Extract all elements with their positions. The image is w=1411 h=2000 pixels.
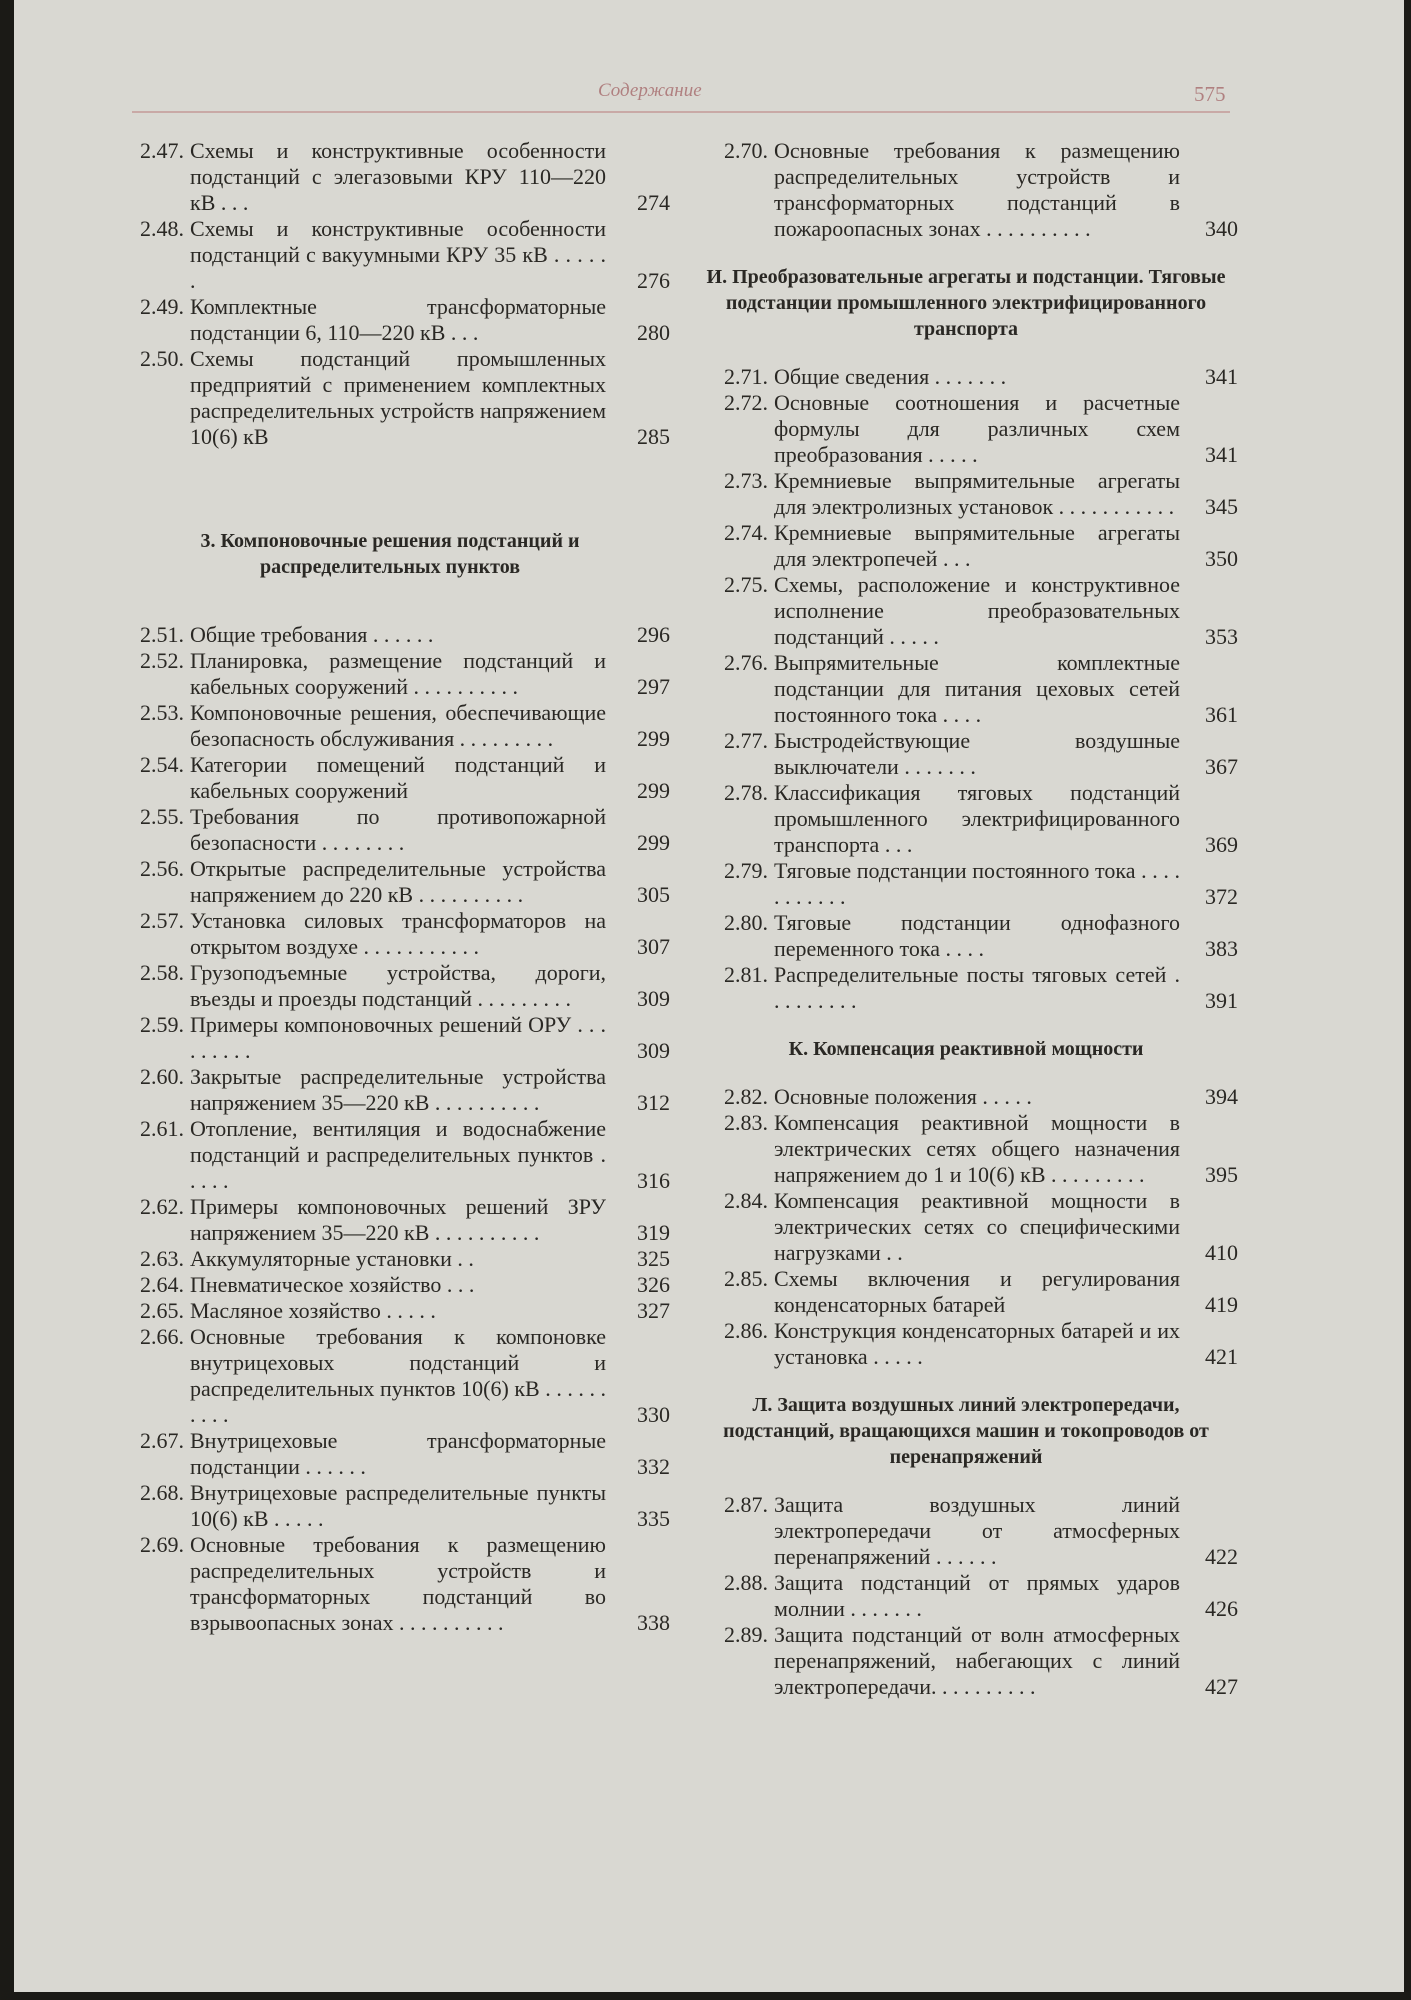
toc-entry-page: 394 [1205,1084,1238,1109]
toc-entry-num: 2.89. [724,1622,768,1647]
toc-entry-text: Пневматическое хозяйство . . . [190,1272,475,1297]
toc-entry-num: 2.77. [724,728,768,753]
toc-group [694,1084,1238,1370]
toc-entry-text: Кремниевые выпрямительные агрегаты для электропечей . . . [774,520,1180,571]
toc-entry-page: 369 [1205,832,1238,857]
toc-entry-num: 2.71. [724,364,768,389]
toc-entry [110,1246,670,1272]
toc-entry-num: 2.67. [140,1428,184,1453]
toc-entry [694,468,1238,520]
toc-entry [694,1492,1238,1570]
toc-entry-page: 309 [637,1038,670,1063]
toc-entry-num: 2.83. [724,1110,768,1135]
toc-entry-text: Компенсация реактивной мощности в электрических сетях общего назначения напряжением до 1 и 10(6) кВ . . . . . . . . . [774,1110,1180,1187]
toc-entry-text: Комплектные трансформаторные подстанции 6, 110—220 кВ . . . [190,294,606,345]
toc-entry-num: 2.70. [724,138,768,163]
toc-entry-page: 419 [1205,1292,1238,1317]
toc-group [110,622,670,1636]
toc-entry-page: 391 [1205,988,1238,1013]
toc-entry-text: Основные требования к размещению распределительных устройств и трансформаторных подстанций в пожароопасных зонах . . . . . . . . . . [774,138,1180,241]
toc-entry-text: Быстродействующие воздушные выключатели . . . . . . . [774,728,1180,779]
toc-entry-page: 325 [637,1246,670,1271]
toc-entry-num: 2.55. [140,804,184,829]
toc-entry [110,1532,670,1636]
toc-entry-num: 2.80. [724,910,768,935]
toc-entry-page: 299 [637,778,670,803]
toc-entry-text: Схемы, расположение и конструктивное исполнение преобразовательных подстанций . . . . . [774,572,1180,649]
toc-entry [694,1622,1238,1700]
toc-entry-text: Тяговые подстанции однофазного переменного тока . . . . [774,910,1180,961]
toc-entry-num: 2.52. [140,648,184,673]
toc-entry-page: 274 [637,190,670,215]
toc-entry-text: Защита воздушных линий электропередачи от атмосферных перенапряжений . . . . . . [774,1492,1180,1569]
toc-entry-num: 2.48. [140,216,184,241]
toc-entry [694,1570,1238,1622]
toc-entry-num: 2.49. [140,294,184,319]
toc-entry [110,856,670,908]
toc-entry-text: Компенсация реактивной мощности в электрических сетях со специфическими нагрузками . . [774,1188,1180,1265]
toc-entry-text: Конструкция конденсаторных батарей и их установка . . . . . [774,1318,1180,1369]
toc-entry-num: 2.79. [724,858,768,883]
toc-group [694,364,1238,1014]
toc-entry [110,960,670,1012]
toc-entry-page: 307 [637,934,670,959]
section-heading: К. Компенсация реактивной мощности [788,1038,1144,1060]
toc-entry-page: 361 [1205,702,1238,727]
toc-entry-text: Тяговые подстанции постоянного тока . . . . . . . . . . . [774,858,1180,909]
toc-entry-num: 2.72. [724,390,768,415]
toc-entry [110,648,670,700]
toc-entry-num: 2.84. [724,1188,768,1213]
toc-entry-page: 276 [637,268,670,293]
toc-entry [694,520,1238,572]
toc-entry [110,908,670,960]
toc-entry [694,1110,1238,1188]
toc-entry [110,1194,670,1246]
toc-entry-text: Кремниевые выпрямительные агрегаты для электролизных установок . . . . . . . . . . . [774,468,1180,519]
toc-entry-num: 2.50. [140,346,184,371]
section-heading: И. Преобразовательные агрегаты и подстанции. Тяговые подстанции промышленного электрифицированного транспорта [706,266,1226,340]
toc-entry-text: Аккумуляторные установки . . [190,1246,474,1271]
toc-entry-text: Схемы и конструктивные особенности подстанций с элегазовыми КРУ 110—220 кВ . . . [190,138,606,215]
toc-entry-page: 410 [1205,1240,1238,1265]
toc-entry-page: 395 [1205,1162,1238,1187]
toc-entry [694,858,1238,910]
toc-entry-num: 2.58. [140,960,184,985]
toc-entry-num: 2.66. [140,1324,184,1349]
toc-entry-page: 330 [637,1402,670,1427]
toc-entry-page: 372 [1205,884,1238,909]
toc-entry-num: 2.73. [724,468,768,493]
toc-entry-text: Масляное хозяйство . . . . . [190,1298,436,1323]
toc-entry-num: 2.53. [140,700,184,725]
toc-entry-num: 2.64. [140,1272,184,1297]
toc-entry-num: 2.81. [724,962,768,987]
toc-entry-page: 316 [637,1168,670,1193]
toc-entry-num: 2.87. [724,1492,768,1517]
toc-entry-num: 2.68. [140,1480,184,1505]
toc-entry [694,364,1238,390]
toc-entry [110,1064,670,1116]
toc-entry-num: 2.57. [140,908,184,933]
toc-entry-num: 2.59. [140,1012,184,1037]
toc-entry [694,1188,1238,1266]
section-heading: Л. Защита воздушных линий электропередачи, подстанций, вращающихся машин и токопроводов от перенапряжений [723,1394,1209,1468]
toc-entry-num: 2.88. [724,1570,768,1595]
toc-entry-num: 2.62. [140,1194,184,1219]
toc-entry [110,1480,670,1532]
toc-entry-num: 2.82. [724,1084,768,1109]
toc-entry [110,622,670,648]
toc-entry-text: Отопление, вентиляция и водоснабжение подстанций и распределительных пунктов . . . . . [190,1116,606,1193]
toc-entry-text: Закрытые распределительные устройства напряжением 35—220 кВ . . . . . . . . . . [190,1064,606,1115]
toc-entry [694,572,1238,650]
toc-entry [110,1012,670,1064]
toc-entry-page: 427 [1205,1674,1238,1699]
toc-entry-num: 2.85. [724,1266,768,1291]
toc-entry-text: Примеры компоновочных решений ОРУ . . . . . . . . . [190,1012,606,1063]
toc-entry-text: Основные положения . . . . . [774,1084,1032,1109]
toc-entry-page: 367 [1205,754,1238,779]
toc-entry [694,1266,1238,1318]
toc-entry-num: 2.78. [724,780,768,805]
toc-entry-page: 309 [637,986,670,1011]
toc-column-right [694,138,1238,1700]
toc-group [694,1492,1238,1700]
toc-entry-page: 332 [637,1454,670,1479]
toc-entry-text: Примеры компоновочных решений ЗРУ напряжением 35—220 кВ . . . . . . . . . . [190,1194,606,1245]
toc-entry-page: 341 [1205,442,1238,467]
toc-entry [110,346,670,450]
toc-entry [110,1298,670,1324]
toc-entry-num: 2.86. [724,1318,768,1343]
toc-entry-text: Грузоподъемные устройства, дороги, въезды и проезды подстанций . . . . . . . . . [190,960,606,1011]
toc-entry-num: 2.76. [724,650,768,675]
toc-entry-page: 338 [637,1610,670,1635]
toc-group [694,138,1238,242]
toc-entry-num: 2.69. [140,1532,184,1557]
toc-entry-text: Общие требования . . . . . . [190,622,434,647]
toc-entry-page: 350 [1205,546,1238,571]
toc-entry-text: Открытые распределительные устройства напряжением до 220 кВ . . . . . . . . . . [190,856,606,907]
section-heading: 3. Компоновочные решения подстанций и распределительных пунктов [200,530,580,578]
toc-entry-text: Основные требования к компоновке внутрицеховых подстанций и распределительных пунктов 10(6) кВ . . . . . . . . . . [190,1324,606,1427]
toc-entry-text: Защита подстанций от прямых ударов молнии . . . . . . . [774,1570,1180,1621]
toc-entry-page: 296 [637,622,670,647]
toc-entry [110,1272,670,1298]
toc-entry-num: 2.54. [140,752,184,777]
toc-entry [110,216,670,294]
toc-entry-page: 299 [637,726,670,751]
page-number: 575 [1194,82,1226,106]
toc-entry-num: 2.60. [140,1064,184,1089]
toc-entry [110,1324,670,1428]
toc-entry-page: 297 [637,674,670,699]
toc-entry [694,962,1238,1014]
toc-entry-page: 335 [637,1506,670,1531]
toc-entry-page: 341 [1205,364,1238,389]
toc-entry-num: 2.51. [140,622,184,647]
toc-entry [110,138,670,216]
toc-entry-page: 319 [637,1220,670,1245]
toc-entry-page: 383 [1205,936,1238,961]
toc-entry [110,752,670,804]
toc-entry-num: 2.74. [724,520,768,545]
toc-group [110,138,670,450]
toc-entry-text: Схемы подстанций промышленных предприятий с применением комплектных распределительных устройств напряжением 10(6) кВ [190,346,606,449]
toc-entry-text: Защита подстанций от волн атмосферных перенапряжений, набегающих с линий электропередачи. . . . . . . . . . [774,1622,1180,1699]
toc-entry-num: 2.63. [140,1246,184,1271]
running-header [14,76,1404,110]
toc-entry-text: Внутрицеховые трансформаторные подстанции . . . . . . [190,1428,606,1479]
toc-entry-page: 340 [1205,216,1238,241]
toc-entry [694,910,1238,962]
toc-entry-text: Планировка, размещение подстанций и кабельных сооружений . . . . . . . . . . [190,648,606,699]
toc-entry-text: Требования по противопожарной безопасности . . . . . . . . [190,804,606,855]
toc-column-left [110,138,670,1636]
toc-entry-num: 2.56. [140,856,184,881]
toc-entry-num: 2.75. [724,572,768,597]
toc-entry-text: Классификация тяговых подстанций промышленного электрифицированного транспорта . . . [774,780,1180,857]
toc-entry-page: 326 [637,1272,670,1297]
toc-entry-page: 299 [637,830,670,855]
toc-entry-text: Общие сведения . . . . . . . [774,364,1007,389]
header-rule [132,111,1230,113]
toc-entry-page: 280 [637,320,670,345]
toc-entry [110,804,670,856]
toc-entry-text: Основные требования к размещению распределительных устройств и трансформаторных подстанций во взрывоопасных зонах . . . . . . . . . . [190,1532,606,1635]
toc-entry-text: Основные соотношения и расчетные формулы для различных схем преобразования . . . . . [774,390,1180,467]
toc-entry-text: Схемы и конструктивные особенности подстанций с вакуумными КРУ 35 кВ . . . . . . [190,216,606,293]
toc-entry-page: 327 [637,1298,670,1323]
toc-entry [694,138,1238,242]
toc-entry [694,728,1238,780]
toc-entry-page: 285 [637,424,670,449]
toc-entry [110,294,670,346]
toc-entry-page: 422 [1205,1544,1238,1569]
toc-entry-num: 2.47. [140,138,184,163]
toc-entry-text: Категории помещений подстанций и кабельных сооружений [190,752,606,803]
toc-entry-page: 426 [1205,1596,1238,1621]
toc-entry [694,1084,1238,1110]
toc-entry-page: 312 [637,1090,670,1115]
toc-entry [694,1318,1238,1370]
toc-entry [110,1428,670,1480]
toc-entry-num: 2.65. [140,1298,184,1323]
toc-entry-num: 2.61. [140,1116,184,1141]
running-title: Содержание [598,80,702,101]
toc-entry-page: 421 [1205,1344,1238,1369]
toc-entry-text: Распределительные посты тяговых сетей . . . . . . . . . [774,962,1180,1013]
toc-entry-page: 345 [1205,494,1238,519]
toc-entry-text: Выпрямительные комплектные подстанции для питания цеховых сетей постоянного тока . . . . [774,650,1180,727]
toc-entry-text: Установка силовых трансформаторов на открытом воздухе . . . . . . . . . . . [190,908,606,959]
toc-entry-text: Схемы включения и регулирования конденсаторных батарей [774,1266,1180,1317]
toc-entry-page: 353 [1205,624,1238,649]
toc-entry-text: Компоновочные решения, обеспечивающие безопасность обслуживания . . . . . . . . . [190,700,606,751]
book-page [14,0,1404,1992]
toc-entry [694,650,1238,728]
toc-entry-page: 305 [637,882,670,907]
toc-entry [110,1116,670,1194]
toc-entry [694,780,1238,858]
toc-entry [110,700,670,752]
toc-entry [694,390,1238,468]
toc-entry-text: Внутрицеховые распределительные пункты 10(6) кВ . . . . . [190,1480,606,1531]
